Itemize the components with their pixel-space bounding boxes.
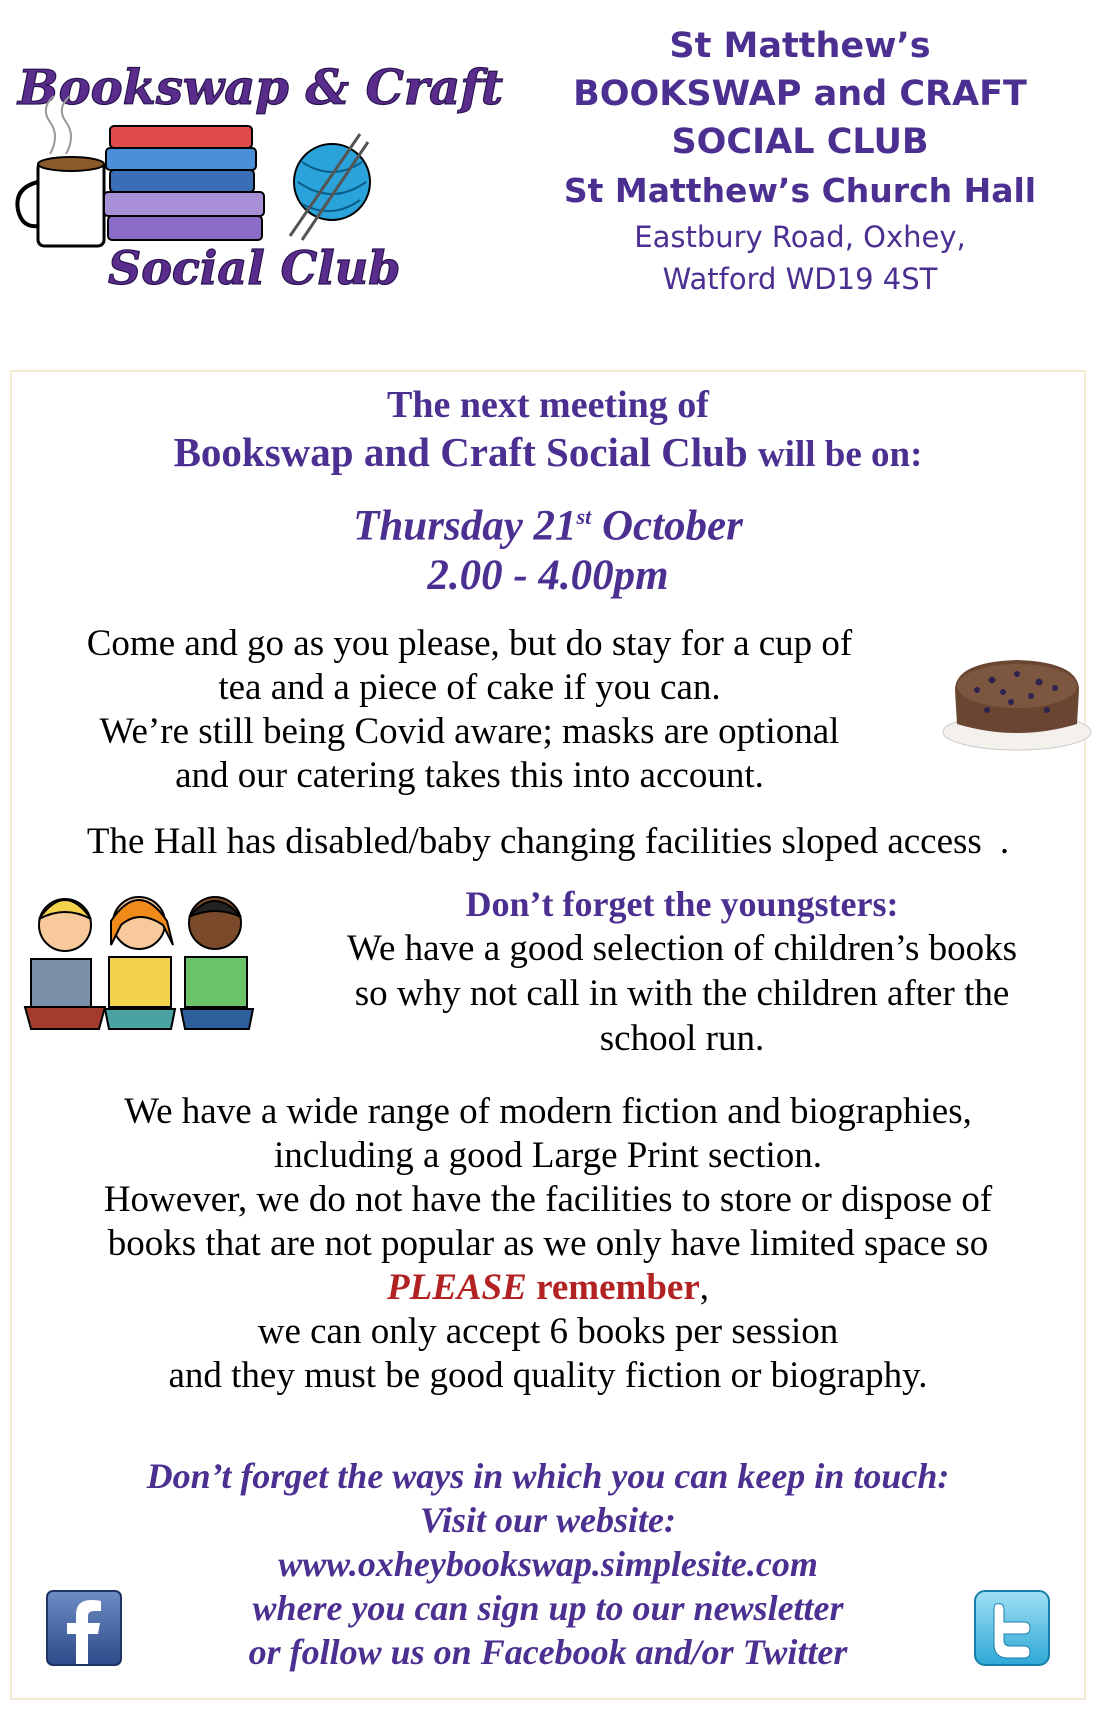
youngsters-line2: so why not call in with the children after the (354, 973, 1010, 1014)
meeting-time: 2.00 - 4.00pm (427, 552, 669, 600)
header-club-line2: SOCIAL CLUB (671, 122, 929, 162)
books-policy (12, 1090, 1084, 1398)
mug-icon (17, 96, 104, 246)
books-line4: books that are not popular as we only have limited space so (107, 1223, 989, 1264)
club-logo (10, 22, 504, 302)
date-suffix: st (576, 504, 592, 529)
children-reading-image (17, 877, 262, 1037)
books-line3: However, we do not have the facilities to store or dispose of (103, 1179, 993, 1220)
youngsters-line1: We have a good selection of children’s books (346, 928, 1018, 969)
hall-facilities (12, 820, 1084, 864)
come-line2: tea and a piece of cake if you can. (218, 667, 721, 708)
remember-word: remember (526, 1267, 700, 1308)
contact-line5: or follow us on Facebook and/or Twitter (248, 1632, 848, 1672)
logo-title: Bookswap & Craft (18, 60, 504, 116)
meeting-intro (12, 382, 1084, 479)
hall-text: The Hall has disabled/baby changing facilities sloped access (86, 821, 982, 862)
youngsters-line3: school run. (599, 1018, 765, 1059)
covid-line1: We’re still being Covid aware; masks are optional (99, 711, 840, 752)
child-icon (25, 899, 105, 1029)
books-line6: we can only accept 6 books per session (257, 1311, 839, 1352)
covid-line2: and our catering takes this into account. (175, 755, 764, 796)
contact-line2: Visit our website: (419, 1500, 677, 1540)
contact-section (12, 1454, 1084, 1674)
yarn-ball-icon (290, 134, 370, 240)
twitter-icon[interactable] (974, 1590, 1050, 1666)
books-line2: including a good Large Print section. (273, 1135, 823, 1176)
youngsters-heading: Don’t forget the youngsters: (465, 884, 899, 924)
child-icon (105, 897, 175, 1029)
header-club-line1: BOOKSWAP and CRAFT (573, 74, 1027, 114)
contact-line4: where you can sign up to our newsletter (252, 1588, 844, 1628)
youngsters-section (282, 882, 1082, 1061)
books-line1: We have a wide range of modern fiction and biographies, (124, 1091, 972, 1132)
date-month: October (601, 502, 743, 550)
come-line1: Come and go as you please, but do stay for a cup of (86, 623, 853, 664)
club-name: Bookswap and Craft Social Club (173, 429, 748, 475)
welcome-paragraph (12, 622, 927, 798)
website-link[interactable]: www.oxheybookswap.simplesite.com (278, 1544, 818, 1584)
contact-line1: Don’t forget the ways in which you can keep in touch: (146, 1456, 950, 1496)
notice-box (10, 370, 1086, 1700)
header-church: St Matthew’s (669, 26, 931, 66)
date-line (12, 492, 1084, 551)
facebook-icon[interactable] (46, 1590, 122, 1666)
header-street: Eastbury Road, Oxhey, (634, 220, 966, 254)
please-word: PLEASE (387, 1267, 527, 1308)
meeting-date (12, 492, 1084, 601)
logo-subtitle: Social Club (108, 241, 401, 295)
header-town: Watford WD19 4ST (662, 262, 938, 296)
intro-line: The next meeting of (387, 384, 709, 426)
date-day: Thursday 21 (353, 502, 577, 550)
will-be-on: will be on: (757, 434, 923, 475)
header-venue: St Matthew’s Church Hall (563, 171, 1037, 210)
hall-dot: . (999, 821, 1010, 862)
cake-image (937, 640, 1097, 760)
club-name-line (12, 428, 1084, 479)
remember-comma: , (699, 1267, 709, 1308)
please-remember-line (12, 1266, 1084, 1310)
child-icon (181, 897, 253, 1029)
header-address (520, 22, 1080, 300)
books-icon (104, 126, 264, 240)
books-line7: and they must be good quality fiction or biography. (168, 1355, 928, 1396)
